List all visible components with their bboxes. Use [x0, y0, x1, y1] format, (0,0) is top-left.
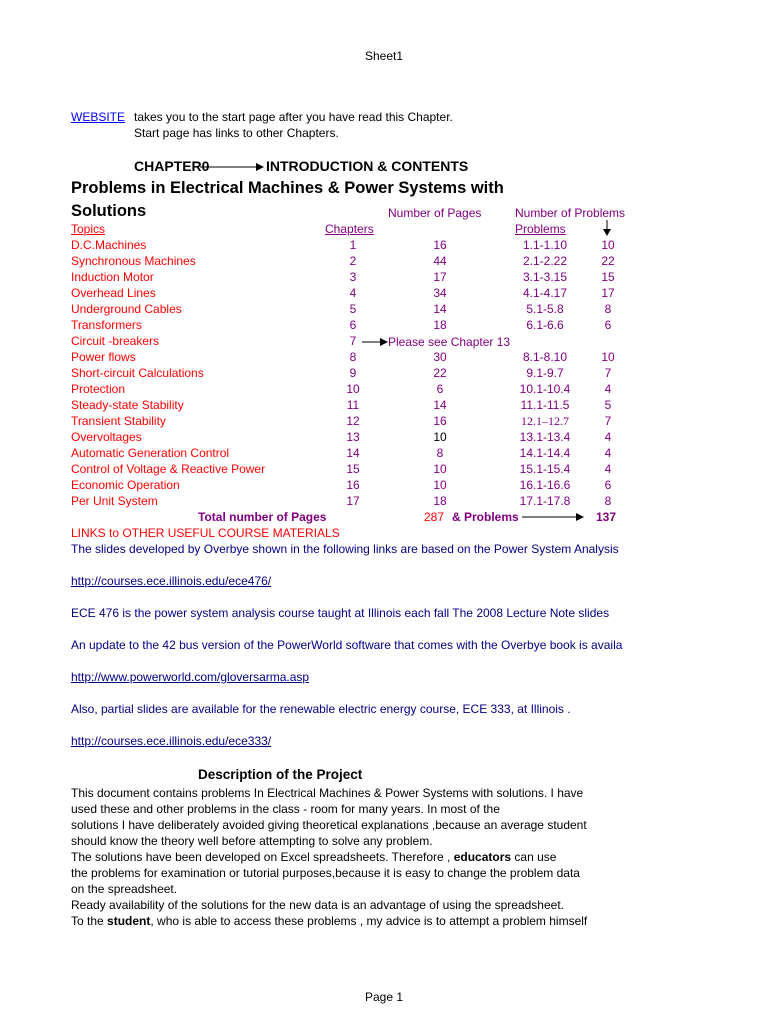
description-line-9: To the student, who is able to access these problems , my advice is to attempt a problem himself	[71, 914, 588, 928]
chapter-cell: 10	[346, 382, 360, 396]
table-row	[0, 366, 768, 382]
total-pages-value: 287	[424, 510, 445, 524]
table-row	[0, 318, 768, 334]
topic-cell: Steady-state Stability	[71, 398, 184, 412]
count-cell: 7	[604, 366, 612, 380]
range-cell: 5.1-5.8	[526, 302, 564, 316]
down-arrow-icon	[602, 220, 612, 236]
count-cell: 8	[604, 302, 612, 316]
topics-header: Topics	[71, 222, 106, 236]
description-line-1: This document contains problems In Electrical Machines & Power Systems with solutions. I have	[71, 786, 584, 800]
count-cell: 7	[604, 414, 612, 428]
document-title-line1: Problems in Electrical Machines & Power Systems with	[71, 179, 504, 197]
description-line-6: the problems for examination or tutorial purposes,because it is easy to change the problem data	[71, 866, 580, 880]
count-cell: 6	[604, 478, 612, 492]
chapter-cell: 16	[346, 478, 360, 492]
total-problems-value: 137	[596, 510, 617, 524]
table-row	[0, 494, 768, 510]
description-title: Description of the Project	[198, 767, 363, 782]
range-cell: 2.1-2.22	[522, 254, 568, 268]
table-row	[0, 382, 768, 398]
range-cell: 11.1-11.5	[520, 398, 570, 412]
topic-cell: Transformers	[71, 318, 142, 332]
chapter-label: CHAPTER0	[134, 158, 210, 174]
chapter-cell: 1	[349, 238, 357, 252]
chapters-header: Chapters	[325, 222, 374, 236]
table-row	[0, 270, 768, 286]
description-line-5: The solutions have been developed on Excel spreadsheets. Therefore , educators can use	[71, 850, 557, 864]
description-line-4: should know the theory well before attempting to solve any problem.	[71, 834, 433, 848]
website-link[interactable]: WEBSITE	[71, 110, 126, 124]
range-cell: 17.1-17.8	[519, 494, 571, 508]
chapter-cell: 9	[349, 366, 357, 380]
chapter-cell: 13	[346, 430, 360, 444]
pages-cell: 14	[433, 302, 447, 316]
table-row	[0, 286, 768, 302]
range-cell: 15.1-15.4	[519, 462, 571, 476]
topic-cell: Power flows	[71, 350, 136, 364]
pages-cell: 10	[433, 462, 447, 476]
range-cell: 4.1-4.17	[522, 286, 568, 300]
topic-cell: Overhead Lines	[71, 286, 156, 300]
chapter-cell: 5	[349, 302, 357, 316]
pages-column-header: Number of Pages	[388, 206, 482, 220]
chapter-cell: 3	[349, 270, 357, 284]
table-row	[0, 398, 768, 414]
count-cell: 6	[604, 318, 612, 332]
right-arrow-icon	[200, 162, 264, 172]
problems-column-header: Number of Problems	[515, 206, 626, 220]
count-cell: 4	[604, 430, 612, 444]
count-cell: 4	[604, 446, 612, 460]
chapter-cell: 17	[346, 494, 360, 508]
description-line-2: used these and other problems in the class - room for many years. In most of the	[71, 802, 500, 816]
pages-cell: 16	[433, 414, 447, 428]
table-row	[0, 430, 768, 446]
problems-header: Problems	[515, 222, 566, 236]
topic-cell: Synchronous Machines	[71, 254, 196, 268]
description-line-7: on the spreadsheet.	[71, 882, 178, 896]
count-cell: 17	[601, 286, 615, 300]
pages-cell: 22	[433, 366, 447, 380]
powerworld-link[interactable]: http://www.powerworld.com/gloversarma.asp	[71, 670, 310, 684]
table-row	[0, 350, 768, 366]
range-cell: 13.1-13.4	[519, 430, 571, 444]
topic-cell: Per Unit System	[71, 494, 158, 508]
pages-cell: 14	[433, 398, 447, 412]
topic-cell: Short-circuit Calculations	[71, 366, 204, 380]
and-problems-label: & Problems	[452, 510, 519, 524]
ece476-text: ECE 476 is the power system analysis course taught at Illinois each fall The 2008 Lecture Note slides	[71, 606, 610, 620]
topic-cell: Automatic Generation Control	[71, 446, 230, 460]
table-row	[0, 254, 768, 270]
pages-cell: 44	[433, 254, 447, 268]
links-heading: LINKS to OTHER USEFUL COURSE MATERIALS	[71, 526, 340, 540]
range-cell: 10.1-10.4	[519, 382, 571, 396]
website-text: takes you to the start page after you have read this Chapter.	[134, 110, 453, 124]
chapter-cell: 12	[346, 414, 360, 428]
chapter-cell: 7	[349, 334, 357, 348]
pages-cell: 8	[436, 446, 444, 460]
chapter-title: INTRODUCTION & CONTENTS	[266, 158, 469, 174]
pages-cell: 16	[433, 238, 447, 252]
pages-cell: 17	[433, 270, 447, 284]
chapter-cell: 6	[349, 318, 357, 332]
pages-cell: 6	[436, 382, 444, 396]
pages-cell: 18	[433, 494, 447, 508]
powerworld-update-text: An update to the 42 bus version of the PowerWorld software that comes with the Overbye book is availa	[71, 638, 623, 652]
chapter-cell: 15	[346, 462, 360, 476]
table-row	[0, 302, 768, 318]
pages-cell: 10	[433, 430, 447, 444]
ece333-link[interactable]: http://courses.ece.illinois.edu/ece333/	[71, 734, 272, 748]
topic-cell: Control of Voltage & Reactive Power	[71, 462, 266, 476]
total-pages-label: Total number of Pages	[198, 510, 327, 524]
description-line-3: solutions I have deliberately avoided giving theoretical explanations ,because an average student	[71, 818, 587, 832]
topic-cell: Transient Stability	[71, 414, 166, 428]
count-cell: 10	[601, 350, 615, 364]
start-page-text: Start page has links to other Chapters.	[134, 126, 339, 140]
ece476-link[interactable]: http://courses.ece.illinois.edu/ece476/	[71, 574, 272, 588]
count-cell: 22	[601, 254, 615, 268]
chapter-cell: 11	[346, 398, 360, 412]
count-cell: 5	[604, 398, 612, 412]
table-row	[0, 446, 768, 462]
sheet-name: Sheet1	[364, 49, 404, 63]
range-cell: 6.1-6.6	[526, 318, 564, 332]
pages-cell: 30	[433, 350, 447, 364]
range-cell: 8.1-8.10	[522, 350, 568, 364]
topic-cell: Economic Operation	[71, 478, 180, 492]
count-cell: 15	[601, 270, 615, 284]
range-cell: 1.1-1.10	[522, 238, 568, 252]
topic-cell: Underground Cables	[71, 302, 182, 316]
pages-cell: 18	[433, 318, 447, 332]
table-row	[0, 478, 768, 494]
topic-cell: D.C.Machines	[71, 238, 147, 252]
count-cell: 8	[604, 494, 612, 508]
total-arrow-icon	[522, 512, 584, 522]
topic-cell: Circuit -breakers	[71, 334, 160, 348]
chapter-cell: 8	[349, 350, 357, 364]
page-number: Page 1	[364, 990, 404, 1004]
document-title-line2: Solutions	[71, 202, 147, 220]
topic-cell: Induction Motor	[71, 270, 154, 284]
count-cell: 10	[601, 238, 615, 252]
pages-cell: 10	[433, 478, 447, 492]
count-cell: 4	[604, 382, 612, 396]
see-chapter-note: Please see Chapter 13	[388, 335, 511, 349]
table-row	[0, 462, 768, 478]
table-row	[0, 238, 768, 254]
note-arrow-icon	[362, 337, 388, 347]
ece333-text: Also, partial slides are available for the renewable electric energy course, ECE 333, at Illinois .	[71, 702, 571, 716]
range-cell: 16.1-16.6	[519, 478, 571, 492]
range-cell: 3.1-3.15	[522, 270, 568, 284]
overbye-text: The slides developed by Overbye shown in the following links are based on the Power System Analysis	[71, 542, 619, 556]
chapter-cell: 14	[346, 446, 360, 460]
range-cell: 12.1–12.7	[521, 414, 569, 428]
chapter-cell: 4	[349, 286, 357, 300]
description-line-8: Ready availability of the solutions for the new data is an advantage of using the spreadsheet.	[71, 898, 564, 912]
range-cell: 14.1-14.4	[519, 446, 571, 460]
range-cell: 9.1-9.7	[526, 366, 564, 380]
pages-cell: 34	[433, 286, 447, 300]
table-row	[0, 414, 768, 430]
topic-cell: Overvoltages	[71, 430, 142, 444]
count-cell: 4	[604, 462, 612, 476]
topic-cell: Protection	[71, 382, 126, 396]
chapter-cell: 2	[349, 254, 357, 268]
